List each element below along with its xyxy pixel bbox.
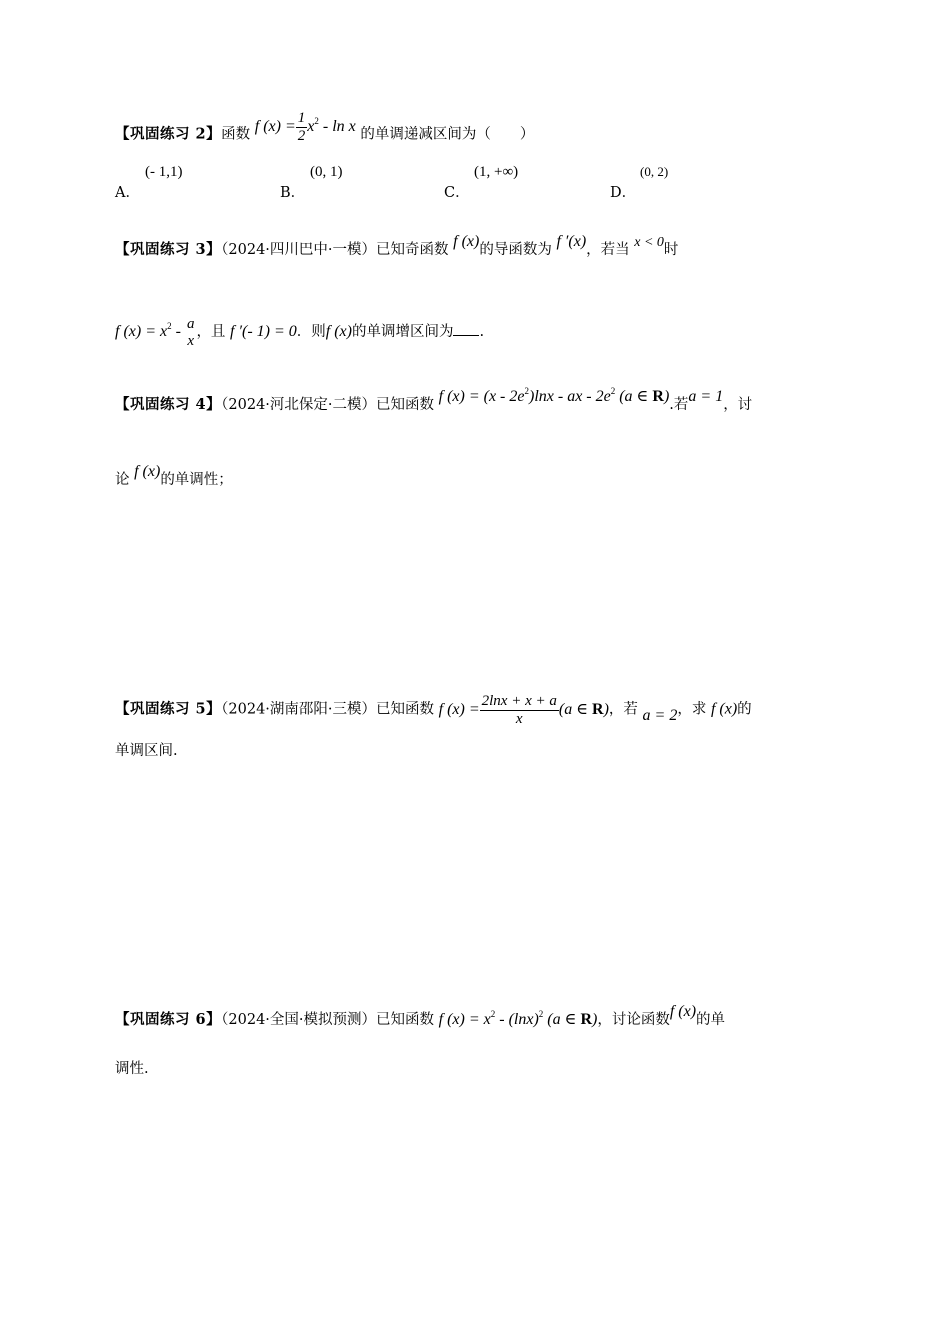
- question-6-line-2: 调性.: [115, 1061, 149, 1077]
- question-6-line-1: 【巩固练习 6】（2024·全国·模拟预测）已知函数 f $(x) = x^2 - (\ln x)^2$ (a ∈ R)，讨论函数f (x)的单: [115, 1003, 726, 1028]
- question-3-line-2: f $(x) = x^2$ - a x ，且 f ′(- 1) = 0．则f (x)的单调增区间为 .: [115, 316, 485, 349]
- question-3-tag: 【巩固练习 3】: [115, 241, 222, 258]
- fraction-a-over-x: a x: [186, 316, 195, 349]
- question-2-formula: f (x) = $\frac{1}{2}$ $x^2$ - ln x: [254, 110, 356, 144]
- fraction-one-half: $\frac{1}{2}$: [297, 110, 306, 144]
- option-d-value: (0, 2): [640, 164, 669, 179]
- fraction-2lnx-plus-x-plus-a-over-x: $\frac{2\ln x + x + a}{x}$: [481, 693, 557, 727]
- answer-blank[interactable]: [453, 335, 479, 336]
- question-4-fx: f (x): [134, 463, 161, 480]
- question-3-line-1: 【巩固练习 3】（2024·四川巴中·一模）已知奇函数 f (x)的导函数为 f ′(x)，若当 x < 0时: [115, 233, 679, 258]
- option-c[interactable]: C． (1, +∞): [444, 164, 519, 201]
- question-2-trail: 的单调递减区间为（ ）: [360, 126, 535, 143]
- question-5-tag: 【巩固练习 5】: [115, 700, 222, 718]
- question-3-source: （2024·四川巴中·一模）已知奇函数: [221, 242, 449, 258]
- question-4-line-1: 【巩固练习 4】（2024·河北保定·二模）已知函数 f $(x) = (x - 2e^2)\ln x$ - ax - $2e^2$ (a ∈ R).若a = 1，讨: [115, 386, 753, 413]
- question-5-fx: f (x): [710, 700, 738, 718]
- question-3-derivative: f ′(x): [556, 233, 587, 250]
- question-4-source: （2024·河北保定·二模）已知函数: [221, 397, 435, 413]
- question-5-line-1: 【巩固练习 5】（2024·湖南邵阳·三模）已知函数 f (x) = $\frac{2\ln x + x + a}{x}$ (a ∈ R)，若 a = 2，求 f (x)的: [115, 693, 752, 727]
- question-3-fx: f (x): [453, 233, 480, 250]
- option-a-value: (- 1,1): [145, 164, 183, 180]
- question-6-source: （2024·全国·模拟预测）已知函数: [221, 1012, 435, 1028]
- question-5-line-2: 单调区间.: [115, 743, 178, 759]
- question-3-function-definition: f $(x) = x^2$ - a x: [115, 316, 195, 349]
- question-2-line: [115, 110, 535, 152]
- option-d[interactable]: D． (0, 2): [610, 164, 669, 201]
- question-2-tag: 【巩固练习 2】: [115, 125, 222, 143]
- option-b[interactable]: B． (0, 1): [280, 164, 343, 201]
- question-4-tag: 【巩固练习 4】: [115, 396, 222, 413]
- option-b-value: (0, 1): [310, 164, 343, 180]
- question-3-condition: x < 0: [634, 235, 664, 250]
- question-4-line-2: 论 f (x)的单调性；: [115, 463, 233, 488]
- question-4-formula: f $(x) = (x - 2e^2)\ln x$ - ax - $2e^2$ (a ∈ R): [438, 386, 670, 405]
- option-a[interactable]: A． (- 1,1): [115, 164, 183, 201]
- option-c-value: (1, +∞): [474, 164, 519, 180]
- question-3-condition-value: f ′(- 1) = 0: [230, 323, 297, 341]
- question-3-fx-2: f (x): [325, 323, 352, 341]
- question-5-condition: a = 2: [642, 706, 678, 724]
- question-6-fx: f (x): [669, 1003, 697, 1020]
- question-2-lead: 函数: [221, 126, 251, 143]
- question-4-condition: a = 1: [688, 388, 724, 405]
- question-6-formula: f $(x) = x^2 - (\ln x)^2$ (a ∈ R): [438, 1009, 598, 1028]
- question-5-source: （2024·湖南邵阳·三模）已知函数: [221, 701, 435, 718]
- question-6-tag: 【巩固练习 6】: [115, 1011, 222, 1028]
- question-5-formula: f (x) = $\frac{2\ln x + x + a}{x}$ (a ∈ R): [438, 693, 609, 727]
